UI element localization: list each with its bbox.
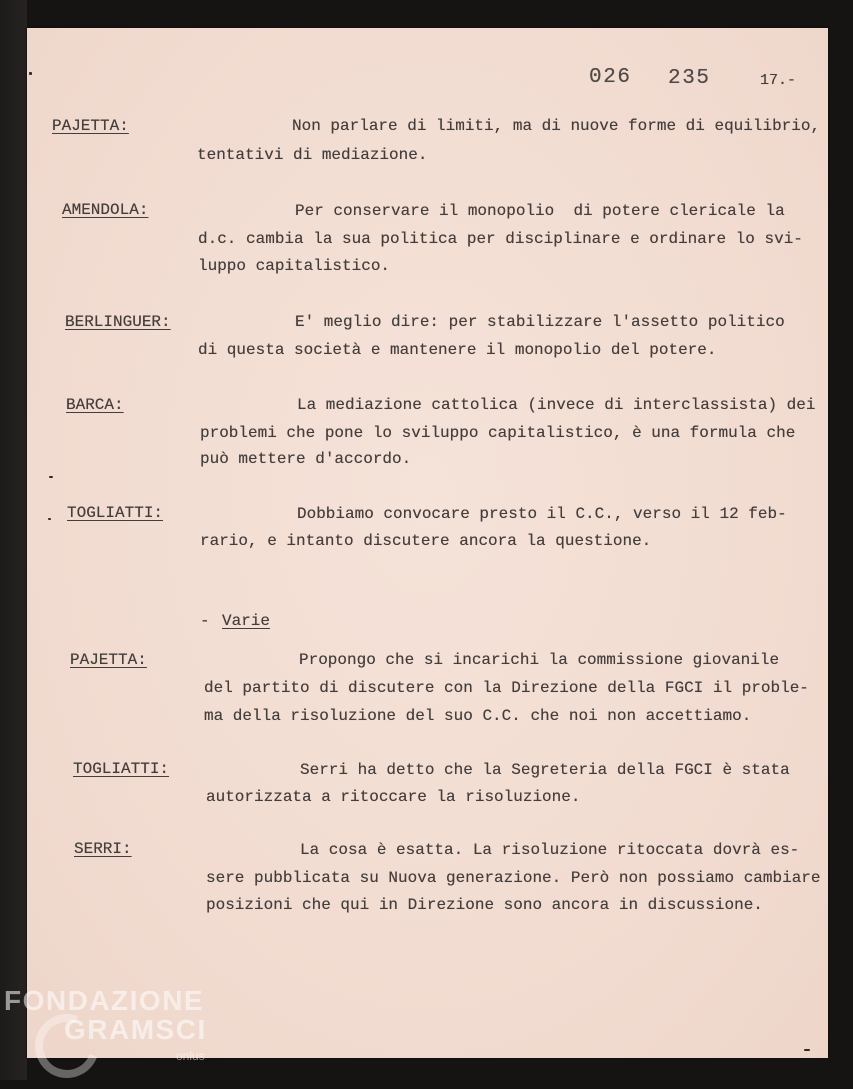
speech-line: tentativi di mediazione. [197,146,428,164]
speech-line: Per conservare il monopolio di potere clericale la [295,202,785,220]
speaker-entry-barca [66,394,825,470]
page-number: 17.- [760,72,797,89]
speech-line: La cosa è esatta. La risoluzione ritoccata dovrà es- [300,841,800,859]
speech-line: Non parlare di limiti, ma di nuove forme di equilibrio, [292,117,821,135]
speaker-label: TOGLIATTI: [73,760,170,778]
speech-line: sere pubblicata su Nuova generazione. Però non possiamo cambiare [206,869,821,887]
speaker-entry-togliatti [67,502,825,552]
archive-number-part-1: 026 [589,66,632,89]
speech-line: del partito di discutere con la Direzione della FGCI il proble- [204,679,809,697]
speech-line: autorizzata a ritoccare la risoluzione. [206,788,581,806]
section-dash: - [200,612,210,630]
scan-background-edge [0,0,27,1080]
ink-speck [49,476,53,478]
section-title: Varie [222,612,271,630]
speech-line: problemi che pone lo sviluppo capitalistico, è una formula che [200,424,796,442]
speech-line: luppo capitalistico. [198,257,391,275]
speech-line: E' meglio dire: per stabilizzare l'assetto politico [295,313,785,331]
speech-line: Serri ha detto che la Segreteria della FGCI è stata [300,761,790,779]
speaker-label: AMENDOLA: [62,201,149,219]
section-heading-varie [200,610,272,634]
speaker-label: PAJETTA: [70,651,147,669]
speaker-entry-pajetta [52,115,825,166]
speech-line: di questa società e mantenere il monopolio del potere. [198,341,717,359]
ink-speck [48,518,51,520]
speech-line: posizioni che qui in Direzione sono ancora in discussione. [206,896,763,914]
speaker-label: PAJETTA: [52,117,129,135]
watermark-line-gramsci: GRAMSCI [64,1014,207,1045]
speech-line: ma della risoluzione del suo C.C. che noi non accettiamo. [204,707,752,725]
speaker-entry-amendola [62,199,825,277]
ink-speck [804,1049,810,1051]
speaker-entry-togliatti-varie [73,758,825,808]
speaker-entry-serri [74,838,825,916]
speech-line: può mettere d'accordo. [200,450,412,468]
archive-number-part-2: 235 [668,67,711,90]
ink-speck [29,72,32,75]
speech-line: Dobbiamo convocare presto il C.C., verso il 12 feb- [297,505,787,523]
watermark-line-onlus: onlus [176,1049,205,1063]
speaker-label: SERRI: [74,840,132,858]
speaker-entry-pajetta-varie [70,649,825,727]
watermark-line-fondazione: FONDAZIONE [4,985,205,1016]
speaker-label: BERLINGUER: [65,313,171,331]
watermark-fondazione-gramsci [0,984,215,1078]
speech-line: rario, e intanto discutere ancora la questione. [200,532,652,550]
speech-line: La mediazione cattolica (invece di interclassista) dei [297,396,816,414]
speaker-label: BARCA: [66,396,124,414]
speech-line: d.c. cambia la sua politica per disciplinare e ordinare lo svi- [198,230,803,248]
speaker-entry-berlinguer [65,311,825,361]
speaker-label: TOGLIATTI: [67,504,164,522]
speech-line: Propongo che si incarichi la commissione giovanile [299,651,780,669]
